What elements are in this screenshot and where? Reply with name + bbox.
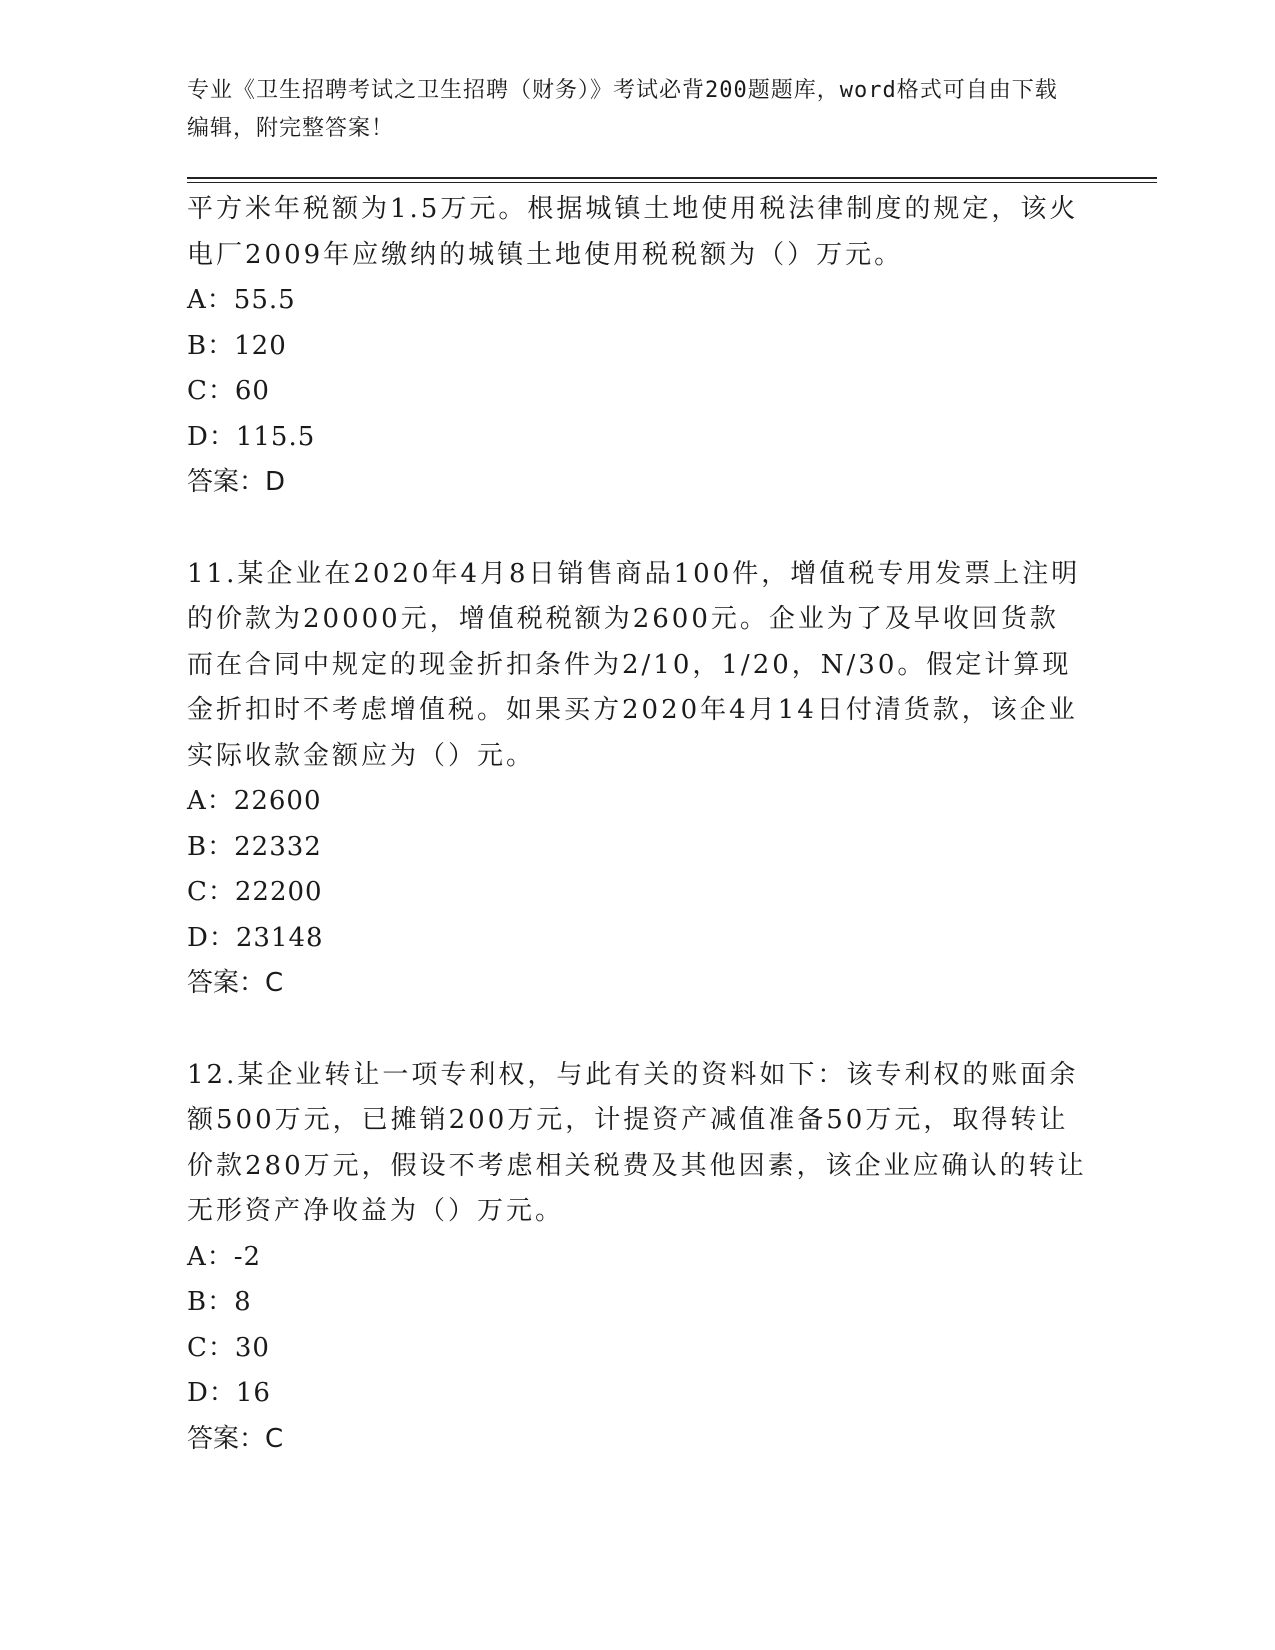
answer: 答案：C	[187, 1423, 284, 1454]
option-c: C：22200	[187, 877, 323, 907]
option-b: B：8	[187, 1287, 252, 1317]
option-a: A：55.5	[187, 285, 296, 315]
question-block	[187, 1053, 1087, 1463]
question-text: 平方米年税额为1.5万元。根据城镇土地使用税法律制度的规定，该火电厂2009年应缴纳的城镇土地使用税税额为（）万元。	[187, 194, 1079, 270]
option-a: A：-2	[187, 1241, 262, 1272]
question-spacer	[187, 506, 1087, 552]
option-d: D：115.5	[187, 421, 316, 452]
question-list	[187, 187, 1087, 1462]
option-d: D：16	[187, 1378, 271, 1408]
question-text: 11.某企业在2020年4月8日销售商品100件，增值税专用发票上注明的价款为20000元，增值税税额为2600元。企业为了及早收回货款而在合同中规定的现金折扣条件为2/10，1/20，N/30。假定计算现金折扣时不考虑增值税。如果买方2020年4月14日付清货款，该企业实际收款金额应为（）元。	[187, 558, 1081, 771]
question-spacer	[187, 1007, 1087, 1053]
question-block	[187, 187, 1087, 506]
option-b: B：120	[187, 330, 287, 361]
answer: 答案：C	[187, 968, 284, 998]
question-text: 12.某企业转让一项专利权，与此有关的资料如下：该专利权的账面余额500万元，已摊销200万元，计提资产减值准备50万元，取得转让价款280万元，假设不考虑相关税费及其他因素，该企业应确认的转让无形资产净收益为（）万元。	[187, 1059, 1087, 1226]
answer: 答案：D	[187, 467, 286, 497]
option-d: D：23148	[187, 922, 324, 953]
option-c: C：60	[187, 376, 270, 406]
header-rule-thick	[187, 177, 1157, 179]
question-block	[187, 552, 1087, 1007]
option-c: C：30	[187, 1332, 270, 1363]
page-header: 专业《卫生招聘考试之卫生招聘（财务）》考试必背200题题库，word格式可自由下载编辑，附完整答案！	[187, 78, 1058, 141]
option-a: A：22600	[187, 786, 322, 816]
option-b: B：22332	[187, 831, 322, 862]
header-rule-thin	[187, 182, 1157, 183]
